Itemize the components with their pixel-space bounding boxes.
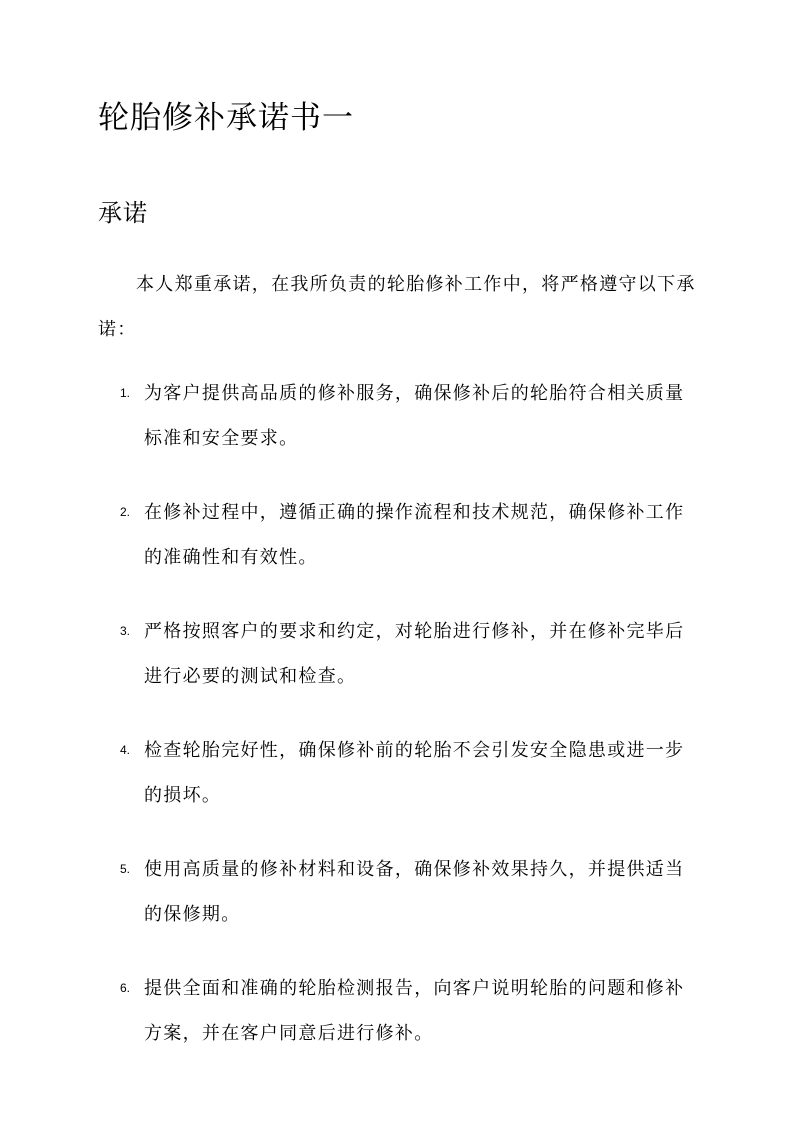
list-item	[98, 728, 702, 818]
list-item-text: 提供全面和准确的轮胎检测报告，向客户说明轮胎的问题和修补方案，并在客户同意后进行修补。	[144, 978, 685, 1044]
list-item-text: 为客户提供高品质的修补服务，确保修补后的轮胎符合相关质量标准和安全要求。	[144, 383, 685, 449]
list-item-number: 4.	[120, 743, 131, 757]
list-item	[98, 966, 702, 1056]
intro-paragraph: 本人郑重承诺，在我所负责的轮胎修补工作中，将严格遵守以下承诺：	[98, 274, 696, 340]
document-title: 轮胎修补承诺书一	[98, 100, 354, 136]
list-item-number: 1.	[120, 386, 131, 400]
list-item-text: 严格按照客户的要求和约定，对轮胎进行修补，并在修补完毕后进行必要的测试和检查。	[144, 621, 685, 687]
list-item	[98, 371, 702, 461]
list-item-text: 使用高质量的修补材料和设备，确保修补效果持久，并提供适当的保修期。	[144, 859, 685, 925]
list-item	[98, 847, 702, 937]
section-heading: 承诺	[98, 199, 148, 227]
list-item-number: 6.	[120, 981, 131, 995]
list-item-number: 2.	[120, 505, 131, 519]
list-item	[98, 490, 702, 580]
list-item	[98, 609, 702, 699]
list-item-text: 检查轮胎完好性，确保修补前的轮胎不会引发安全隐患或进一步的损坏。	[144, 740, 685, 806]
list-item-number: 3.	[120, 624, 131, 638]
list-item-text: 在修补过程中，遵循正确的操作流程和技术规范，确保修补工作的准确性和有效性。	[144, 502, 685, 568]
list-item-number: 5.	[120, 862, 131, 876]
commitment-list	[98, 371, 702, 1085]
